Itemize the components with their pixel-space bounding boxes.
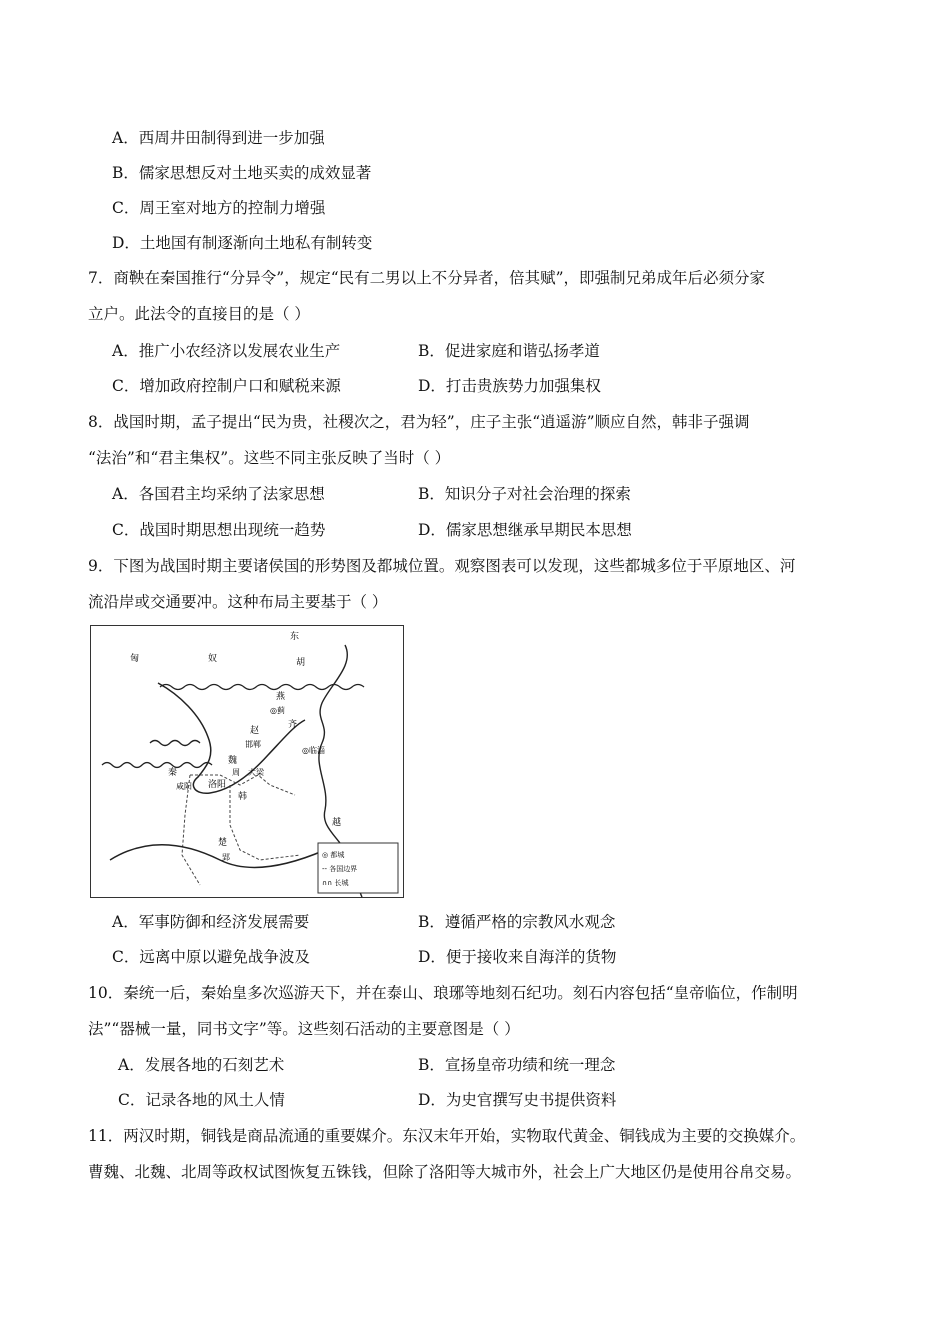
q7-option-b: B．促进家庭和谐弘扬孝道 — [418, 342, 600, 360]
map-label-daliang: 大梁 — [248, 768, 264, 777]
q10-option-c: C．记录各地的风土人情 — [118, 1091, 285, 1109]
map-label-yan: 燕 — [276, 692, 286, 702]
q7-option-c: C．增加政府控制户口和赋税来源 — [112, 377, 341, 395]
map-legend-border: -- 各国边界 — [322, 865, 358, 873]
map-label-zhao: 赵 — [250, 726, 260, 736]
q10-option-a: A．发展各地的石刻艺术 — [118, 1056, 285, 1074]
map-label-linzi: ◎临淄 — [302, 746, 325, 755]
q6-option-a: A．西周井田制得到进一步加强 — [112, 129, 325, 147]
map-label-donghu2: 胡 — [296, 658, 306, 668]
map-legend-wall: ∩∩ 长城 — [322, 879, 349, 887]
q6-option-d: D．土地国有制逐渐向土地私有制转变 — [112, 234, 373, 252]
q7-stem-line1: 7．商鞅在秦国推行“分异令”，规定“民有二男以上不分异者，倍其赋”，即强制兄弟成年后必须分家 — [88, 269, 766, 287]
map-label-xiongnu1: 匈 — [130, 654, 140, 664]
q9-option-a: A．军事防御和经济发展需要 — [112, 913, 310, 931]
q11-stem-line2: 曹魏、北魏、北周等政权试图恢复五铢钱，但除了洛阳等大城市外，社会上广大地区仍是使用谷帛交易。 — [88, 1163, 802, 1181]
q8-stem-line2: “法治”和“君主集权”。这些不同主张反映了当时（ ） — [88, 449, 451, 467]
q9-option-c: C．远离中原以避免战争波及 — [112, 948, 310, 966]
map-label-donghu1: 东 — [290, 632, 300, 642]
map-legend-capital: ◎ 都城 — [322, 851, 345, 859]
map-label-handan: 邯郸 — [245, 740, 261, 749]
q9-stem-line2: 流沿岸或交通要冲。这种布局主要基于（ ） — [88, 593, 388, 611]
q7-stem-line2: 立户。此法令的直接目的是（ ） — [88, 305, 310, 323]
q9-option-d: D．便于接收来自海洋的货物 — [418, 948, 617, 966]
q9-option-b: B．遵循严格的宗教风水观念 — [418, 913, 616, 931]
q7-option-d: D．打击贵族势力加强集权 — [418, 377, 601, 395]
map-label-ying: 郢 — [222, 853, 230, 862]
map-label-yue: 越 — [332, 818, 342, 828]
q8-option-d: D．儒家思想继承早期民本思想 — [418, 521, 632, 539]
q6-option-c: C．周王室对地方的控制力增强 — [112, 199, 326, 217]
q11-stem-line1: 11．两汉时期，铜钱是商品流通的重要媒介。东汉末年开始，实物取代黄金、铜钱成为主要的交换媒介。 — [88, 1127, 806, 1145]
map-label-wei: 魏 — [228, 756, 238, 766]
q10-option-d: D．为史官撰写史书提供资料 — [418, 1091, 617, 1109]
q8-stem-line1: 8．战国时期，孟子提出“民为贵，社稷次之，君为轻”，庄子主张“逍遥游”顺应自然，韩非子强调 — [88, 413, 750, 431]
q6-option-b: B．儒家思想反对土地买卖的成效显著 — [112, 164, 372, 182]
map-label-qi: 齐 — [288, 720, 298, 730]
q7-option-a: A．推广小农经济以发展农业生产 — [112, 342, 341, 360]
map-label-ji: ◎蓟 — [270, 706, 285, 715]
map-label-chu: 楚 — [218, 838, 228, 848]
map-label-zhou: 周 — [232, 768, 240, 777]
q9-stem-line1: 9．下图为战国时期主要诸侯国的形势图及都城位置。观察图表可以发现，这些都城多位于平原地区、河 — [88, 557, 796, 575]
warring-states-map — [90, 625, 404, 898]
q8-option-b: B．知识分子对社会治理的探索 — [418, 485, 631, 503]
map-label-luoyang: 洛阳 — [208, 780, 227, 790]
map-label-xiongnu2: 奴 — [208, 654, 218, 664]
q10-stem-line2: 法”“器械一量，同书文字”等。这些刻石活动的主要意图是（ ） — [88, 1020, 520, 1038]
map-label-han: 韩 — [238, 792, 248, 802]
q8-option-a: A．各国君主均采纳了法家思想 — [112, 485, 325, 503]
map-label-qin: 秦 — [168, 768, 178, 778]
q8-option-c: C．战国时期思想出现统一趋势 — [112, 521, 326, 539]
map-label-xianyang: 咸阳 — [176, 782, 192, 791]
q10-option-b: B．宣扬皇帝功绩和统一理念 — [418, 1056, 616, 1074]
q10-stem-line1: 10．秦统一后，秦始皇多次巡游天下，并在泰山、琅琊等地刻石纪功。刻石内容包括“皇帝临位，作制明 — [88, 984, 798, 1002]
